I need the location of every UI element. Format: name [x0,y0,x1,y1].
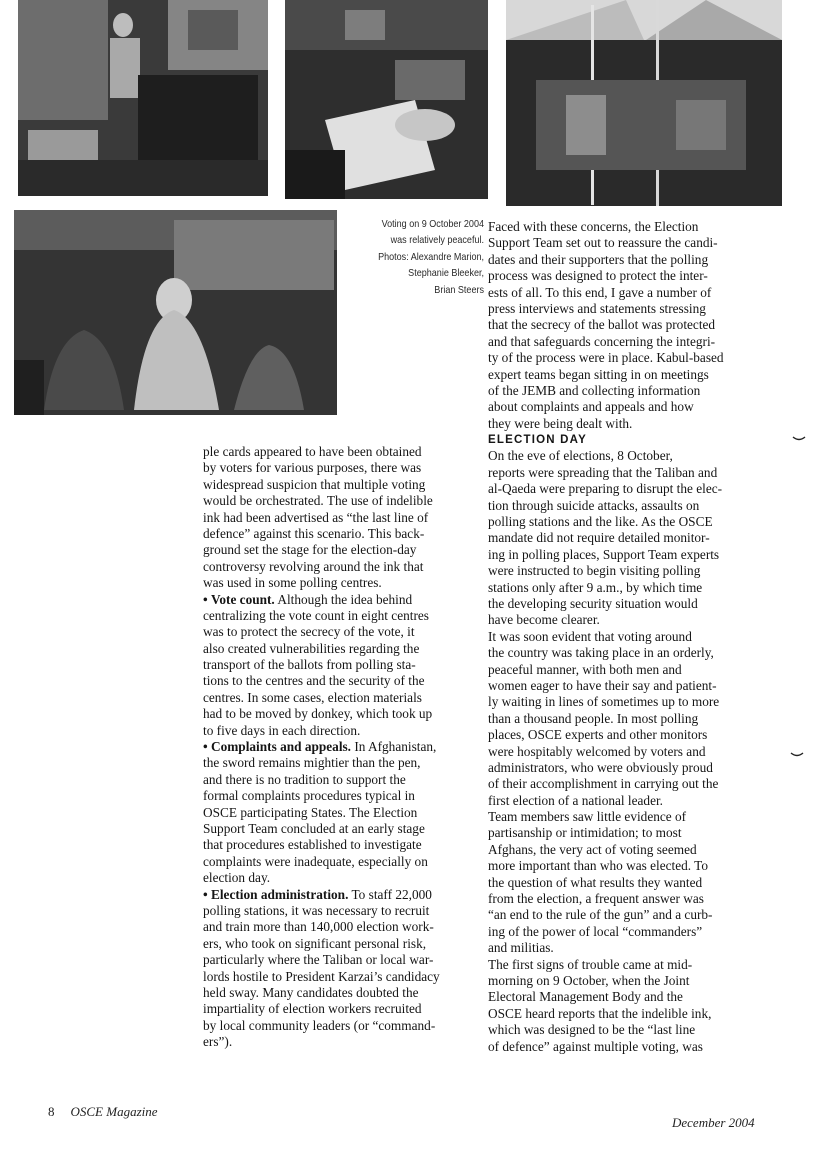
text-line: stations only after 9 a.m., by which time [488,579,703,595]
text-line: held sway. Many candidates doubted the [203,984,419,1000]
bullet-text: To staff 22,000 [348,886,432,902]
text-line: of defence” against multiple voting, was [488,1038,703,1054]
text-line: ground set the stage for the election-day [203,542,417,558]
text-line: by voters for various purposes, there was [203,460,422,476]
bullet-label: Election administration. [210,886,349,902]
text-line: polling stations and the like. As the OSCE [488,514,713,530]
text-line: the sword remains mightier than the pen, [203,755,421,771]
text-line: tion through suicide attacks, assaults on [488,497,700,513]
bullet-vote-count [203,592,485,740]
section-heading: ELECTION DAY [488,434,587,447]
text-line: election day. [203,870,271,886]
text-line: from the election, a frequent answer was [488,891,704,907]
text-line: Faced with these concerns, the Election [488,219,699,234]
text-line: Team members saw little evidence of [488,809,687,825]
text-line: which was designed to be the “last line [488,1022,696,1038]
text-line: widespread suspicion that multiple voting [203,476,426,492]
text-line: OSCE heard reports that the indelible ink, [488,1005,712,1021]
caption-line: was relatively peaceful. [390,234,484,247]
issue-date: December 2004 [672,1115,755,1130]
text-line: defence” against this scenario. This back- [203,525,425,541]
photo-ballot-hand [285,0,488,199]
right-paragraph-trouble [488,957,788,1055]
photo-voters-hall [18,0,268,196]
text-line [203,592,485,608]
text-line: transport of the ballots from polling sta- [203,657,416,673]
bullet-label: Complaints and appeals. [210,739,352,755]
left-paragraph-intro [203,444,485,592]
left-column [203,444,485,1050]
text-line: administrators, who were obviously proud [488,759,713,775]
text-line [203,887,485,903]
text-line: ty of the process were in place. Kabul-based [488,350,724,366]
text-line: of the JEMB and collecting information [488,382,701,398]
bullet-icon: • [203,886,211,902]
bullet-text: Although the idea behind [274,591,413,607]
page-number: 8 [48,1104,55,1119]
text-line: process was designed to protect the inter- [488,268,708,284]
text-line: al-Qaeda were preparing to disrupt the elec- [488,481,723,497]
bullet-icon: • [203,591,211,607]
right-paragraph-orderly [488,629,788,809]
text-line: the developing security situation would [488,595,698,611]
text-line: women eager to have their say and patient- [488,677,717,693]
text-line: they were being dealt with. [488,415,633,431]
text-line: tions to the centres and the security of the [203,673,425,689]
text-line: ly waiting in lines of sometimes up to more [488,694,720,710]
text-line: places, OSCE experts and other monitors [488,727,708,743]
caption-line: Brian Steers [434,283,484,296]
scan-mark [792,436,806,442]
right-paragraph-eve [488,448,788,628]
text-line: about complaints and appeals and how [488,399,694,415]
text-line: also created vulnerabilities regarding the [203,640,420,656]
text-line: peaceful manner, with both men and [488,661,682,677]
right-paragraph-team [488,809,788,957]
text-line: that procedures established to investigate [203,837,422,853]
text-line: ers, who took on significant personal risk, [203,935,427,951]
text-line: and militias. [488,940,554,956]
text-line: ink had been advertised as “the last line of [203,509,429,525]
text-line: partisanship or intimidation; to most [488,825,682,841]
text-line: On the eve of elections, 8 October, [488,448,673,464]
bullet-complaints-appeals [203,739,485,887]
text-line: press interviews and statements stressing [488,300,706,316]
text-line: impartiality of election workers recruited [203,1001,422,1017]
text-line: particularly where the Taliban or local war- [203,952,434,968]
text-line [203,739,485,755]
text-line: expert teams began sitting in on meetings [488,366,709,382]
text-line: dates and their supporters that the polling [488,251,709,267]
text-line: formal complaints procedures typical in [203,788,415,804]
text-line: was to protect the secrecy of the vote, it [203,624,415,640]
text-line: would be orchestrated. The use of indelible [203,493,433,509]
magazine-title: OSCE Magazine [70,1104,158,1119]
text-line: of their accomplishment in carrying out the [488,776,719,792]
text-line: to five days in each direction. [203,722,361,738]
text-line: controversy revolving around the ink that [203,558,424,574]
text-line: ests of all. To this end, I gave a number of [488,284,712,300]
text-line: had to be moved by donkey, which took up [203,706,433,722]
text-line: was used in some polling centres. [203,575,382,591]
photo-caption [360,216,484,298]
text-line: have become clearer. [488,612,600,628]
footer-left [48,1104,158,1120]
text-line: ple cards appeared to have been obtained [203,444,422,459]
text-line: Support Team set out to reassure the candi- [488,235,718,251]
text-line: and there is no tradition to support the [203,771,406,787]
text-line: ing in polling places, Support Team experts [488,546,720,562]
text-line: ers”). [203,1034,233,1050]
caption-line: Voting on 9 October 2004 [381,218,484,230]
photo-polling-tent [506,0,782,206]
text-line: Electoral Management Body and the [488,989,683,1005]
text-line: by local community leaders (or “command- [203,1017,436,1033]
bullet-icon: • [203,739,211,755]
text-line: than a thousand people. In most polling [488,710,699,726]
text-line: and train more than 140,000 election work- [203,919,434,935]
caption-line: Stephanie Bleeker, [408,267,484,280]
text-line: mandate did not require detailed monitor- [488,530,710,546]
text-line: ing of the power of local “commanders” [488,923,703,939]
text-line: It was soon evident that voting around [488,628,692,644]
text-line: Support Team concluded at an early stage [203,820,425,836]
text-line: that the secrecy of the ballot was protected [488,317,716,333]
text-line: “an end to the rule of the gun” and a curb- [488,907,713,923]
photo-veiled-women [14,210,337,415]
caption-line: Photos: Alexandre Marion, [378,250,484,263]
bullet-election-administration [203,887,485,1051]
scan-mark [790,752,804,758]
text-line: were instructed to begin visiting polling [488,563,701,579]
bullet-text: In Afghanistan, [351,739,437,755]
text-line: lords hostile to President Karzai’s candidacy [203,968,440,984]
text-line: centralizing the vote count in eight centres [203,607,429,623]
text-line: Afghans, the very act of voting seemed [488,841,697,857]
text-line: the question of what results they wanted [488,874,703,890]
text-line: first election of a national leader. [488,792,664,808]
right-paragraph-reassure [488,219,788,432]
text-line: more important than who was elected. To [488,858,709,874]
text-line: the country was taking place in an orderly, [488,645,714,661]
text-line: were hospitably welcomed by voters and [488,743,706,759]
text-line: polling stations, it was necessary to recruit [203,902,430,918]
text-line: reports were spreading that the Taliban and [488,464,718,480]
text-line: The first signs of trouble came at mid- [488,956,693,972]
right-column [488,219,788,1055]
text-line: and that safeguards concerning the integri- [488,333,716,349]
text-line: complaints were inadequate, especially on [203,853,428,869]
text-line: OSCE participating States. The Election [203,804,418,820]
text-line: centres. In some cases, election materials [203,689,422,705]
bullet-label: Vote count. [210,591,275,607]
text-line: morning on 9 October, when the Joint [488,972,690,988]
